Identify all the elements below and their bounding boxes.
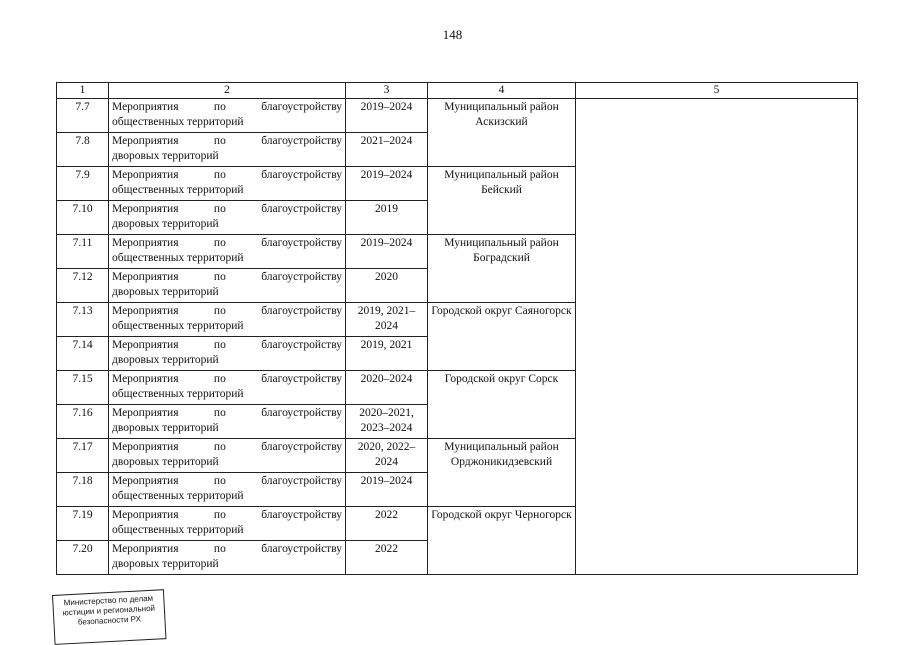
measure-name xyxy=(109,235,346,269)
measure-name-line1: Мероприятия по благоустройству xyxy=(112,305,342,317)
column-5-cell xyxy=(576,99,858,575)
implementation-years: 2020 xyxy=(346,269,428,303)
measure-name-line2: дворовых территорий xyxy=(112,354,219,366)
measure-name-line2: общественных территорий xyxy=(112,252,244,264)
measure-name-line2: дворовых территорий xyxy=(112,150,219,162)
column-header: 5 xyxy=(576,83,858,99)
measure-name-line1: Мероприятия по благоустройству xyxy=(112,237,342,249)
implementation-years: 2019 xyxy=(346,201,428,235)
measure-name-line1: Мероприятия по благоустройству xyxy=(112,271,342,283)
row-number: 7.11 xyxy=(57,235,109,269)
row-number: 7.19 xyxy=(57,507,109,541)
measure-name-line2: дворовых территорий xyxy=(112,558,219,570)
measure-name-line1: Мероприятия по благоустройству xyxy=(112,373,342,385)
row-number: 7.7 xyxy=(57,99,109,133)
measure-name-line1: Мероприятия по благоустройству xyxy=(112,169,342,181)
measure-name-line1: Мероприятия по благоустройству xyxy=(112,407,342,419)
row-number: 7.10 xyxy=(57,201,109,235)
municipality: Муниципальный район Боградский xyxy=(428,235,576,303)
measure-name xyxy=(109,269,346,303)
implementation-years: 2019–2024 xyxy=(346,473,428,507)
row-number: 7.9 xyxy=(57,167,109,201)
implementation-years: 2019, 2021–2024 xyxy=(346,303,428,337)
measure-name xyxy=(109,405,346,439)
measure-name xyxy=(109,133,346,167)
measure-name-line1: Мероприятия по благоустройству xyxy=(112,135,342,147)
municipality: Городской округ Черногорск xyxy=(428,507,576,575)
measure-name xyxy=(109,541,346,575)
measure-name-line2: общественных территорий xyxy=(112,116,244,128)
measure-name xyxy=(109,201,346,235)
implementation-years: 2020, 2022–2024 xyxy=(346,439,428,473)
measure-name-line1: Мероприятия по благоустройству xyxy=(112,203,342,215)
measure-name-line2: дворовых территорий xyxy=(112,422,219,434)
implementation-years: 2020–2021, 2023–2024 xyxy=(346,405,428,439)
row-number: 7.12 xyxy=(57,269,109,303)
municipality: Городской округ Саяногорск xyxy=(428,303,576,371)
measure-name-line2: общественных территорий xyxy=(112,184,244,196)
table-body xyxy=(57,99,858,575)
measure-name xyxy=(109,371,346,405)
implementation-years: 2019, 2021 xyxy=(346,337,428,371)
measure-name-line1: Мероприятия по благоустройству xyxy=(112,475,342,487)
measure-name xyxy=(109,507,346,541)
implementation-years: 2019–2024 xyxy=(346,99,428,133)
column-header: 3 xyxy=(346,83,428,99)
measure-name xyxy=(109,337,346,371)
row-number: 7.20 xyxy=(57,541,109,575)
measure-name-line2: общественных территорий xyxy=(112,320,244,332)
column-header: 2 xyxy=(109,83,346,99)
measure-name-line1: Мероприятия по благоустройству xyxy=(112,101,342,113)
measure-name xyxy=(109,99,346,133)
measure-name-line1: Мероприятия по благоустройству xyxy=(112,543,342,555)
column-header: 1 xyxy=(57,83,109,99)
implementation-years: 2022 xyxy=(346,507,428,541)
row-number: 7.17 xyxy=(57,439,109,473)
measure-name-line2: общественных территорий xyxy=(112,490,244,502)
measure-name-line1: Мероприятия по благоустройству xyxy=(112,339,342,351)
row-number: 7.15 xyxy=(57,371,109,405)
measure-name xyxy=(109,439,346,473)
measure-name xyxy=(109,473,346,507)
municipality: Муниципальный район Орджоникидзевский xyxy=(428,439,576,507)
measure-name-line1: Мероприятия по благоустройству xyxy=(112,441,342,453)
table-row xyxy=(57,99,858,133)
implementation-years: 2019–2024 xyxy=(346,167,428,201)
page-number: 148 xyxy=(442,27,463,42)
measure-name-line2: общественных территорий xyxy=(112,388,244,400)
measures-table xyxy=(56,82,858,575)
stamp-line: Министерство по делам xyxy=(63,593,154,608)
row-number: 7.14 xyxy=(57,337,109,371)
municipality: Городской округ Сорск xyxy=(428,371,576,439)
stamp-line: безопасности РХ xyxy=(77,614,142,627)
measure-name xyxy=(109,303,346,337)
column-header: 4 xyxy=(428,83,576,99)
municipality: Муниципальный район Бейский xyxy=(428,167,576,235)
implementation-years: 2021–2024 xyxy=(346,133,428,167)
measure-name-line2: дворовых территорий xyxy=(112,286,219,298)
implementation-years: 2020–2024 xyxy=(346,371,428,405)
ministry-stamp xyxy=(52,589,166,645)
measure-name xyxy=(109,167,346,201)
measure-name-line1: Мероприятия по благоустройству xyxy=(112,509,342,521)
row-number: 7.18 xyxy=(57,473,109,507)
stamp-line: юстиции и региональной xyxy=(62,603,156,618)
table-header-row xyxy=(57,83,858,99)
implementation-years: 2019–2024 xyxy=(346,235,428,269)
implementation-years: 2022 xyxy=(346,541,428,575)
row-number: 7.16 xyxy=(57,405,109,439)
row-number: 7.13 xyxy=(57,303,109,337)
measure-name-line2: дворовых территорий xyxy=(112,456,219,468)
measure-name-line2: дворовых территорий xyxy=(112,218,219,230)
row-number: 7.8 xyxy=(57,133,109,167)
measure-name-line2: общественных территорий xyxy=(112,524,244,536)
municipality: Муниципальный район Аскизский xyxy=(428,99,576,167)
